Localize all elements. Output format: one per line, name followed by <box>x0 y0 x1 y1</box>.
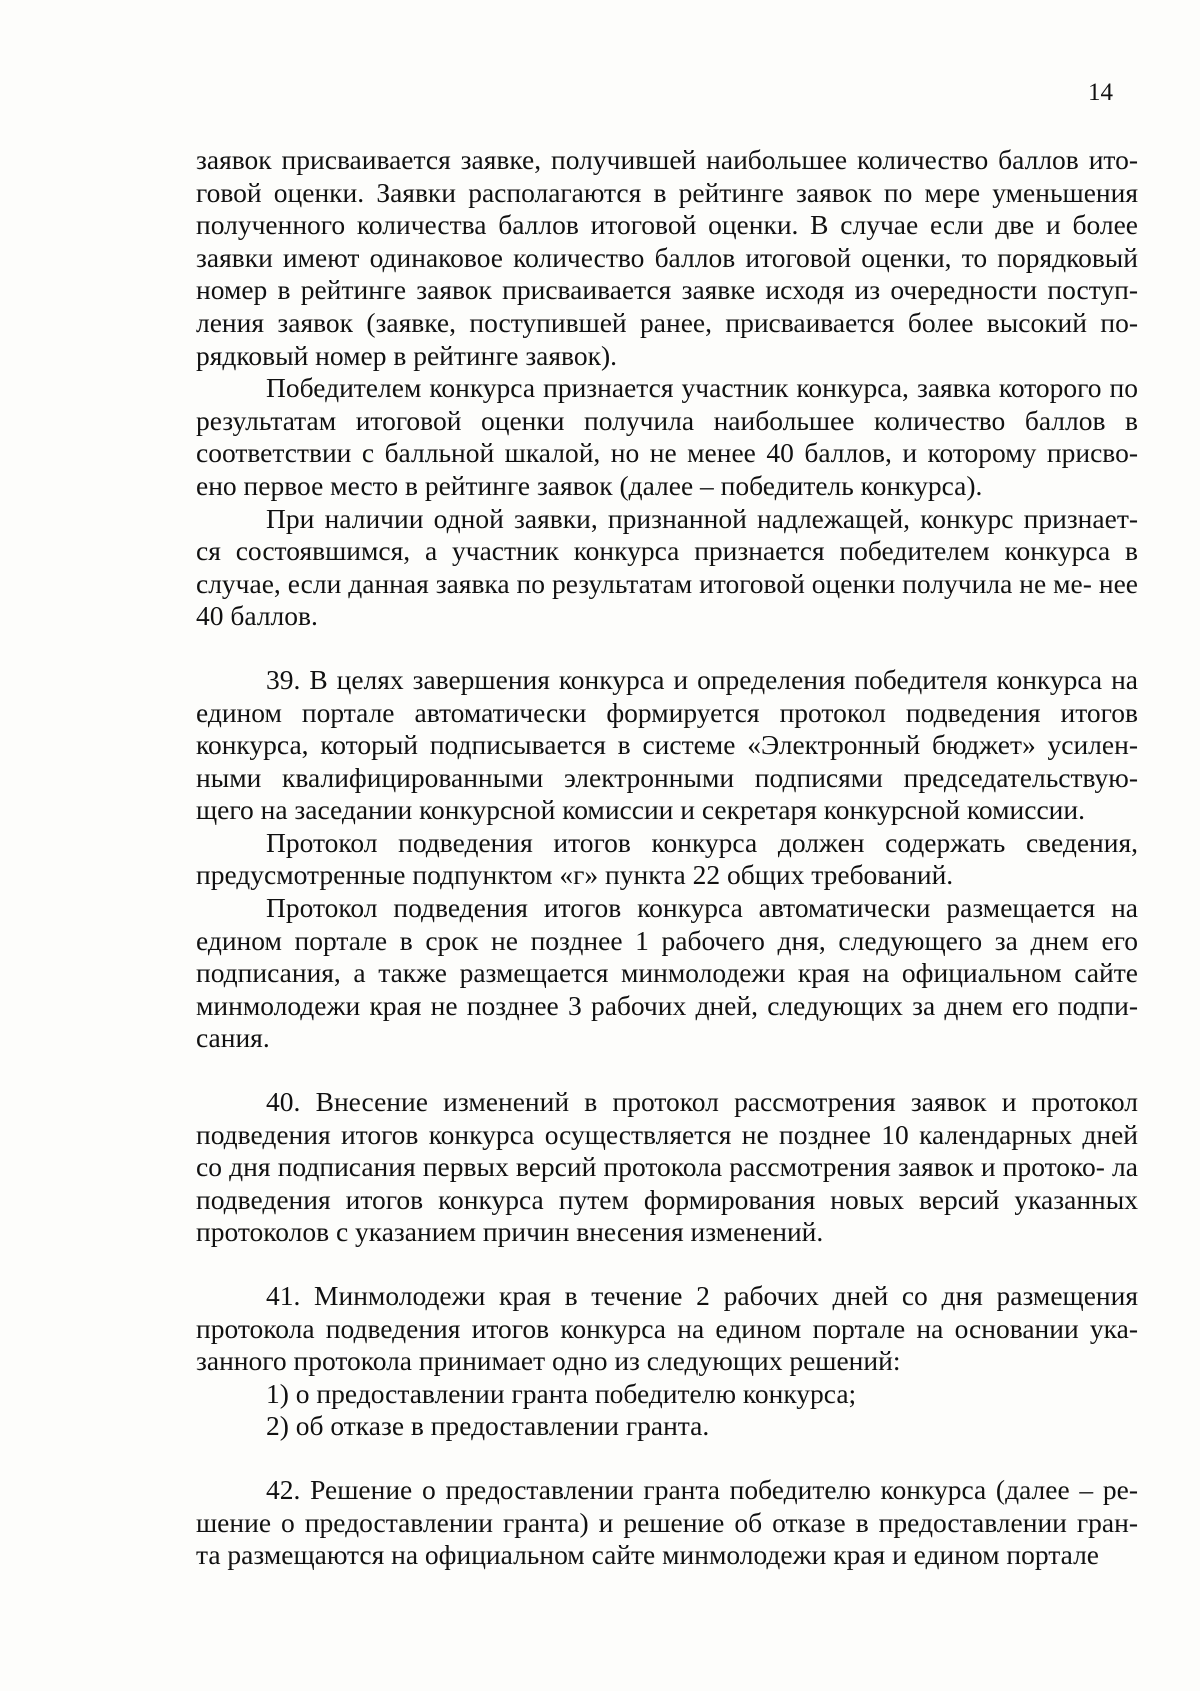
clause-39: 39. В целях завершения конкурса и определения победителя конкурса на едином портале автоматически формируется протокол подведения итогов конкурса, который подписывается в системе «Электронный бюджет» усилен- ными квалифицированными электронными подписями председательствую- щего на заседании конкурсной комиссии и секретаря конкурсной комиссии. <box>196 663 1138 826</box>
page-number: 14 <box>1088 79 1113 106</box>
paragraph-ranking-order: заявок присваивается заявке, получившей наибольшее количество баллов ито- говой оценки. Заявки располагаются в рейтинге заявок по мере уменьшения полученного количества баллов итоговой оценки. В случае если две и более заявки имеют одинаковое количество баллов итоговой оценки, то порядковый номер в рейтинге заявок присваивается заявке исходя из очередности поступ- ления заявок (заявке, поступившей ранее, присваивается более высокий по- рядковый номер в рейтинге заявок). <box>196 144 1138 371</box>
clause-41: 41. Минмолодежи края в течение 2 рабочих дней со дня размещения протокола подведения итогов конкурса на едином портале на основании ука- занного протокола принимает одно из следующих решений: <box>196 1280 1138 1377</box>
decision-option-grant: 1) о предоставлении гранта победителю конкурса; <box>266 1377 857 1409</box>
clause-42: 42. Решение о предоставлении гранта победителю конкурса (далее – ре- шение о предоставлении гранта) и решение об отказе в предоставлении гран- та размещаются на официальном сайте минмолодежи края и едином портале <box>196 1473 1138 1571</box>
paragraph-single-application: При наличии одной заявки, признанной надлежащей, конкурс признает- ся состоявшимся, а участник конкурса признается победителем конкурса в случае, если данная заявка по результатам итоговой оценки получила не ме- нее 40 баллов. <box>196 502 1138 632</box>
clause-40: 40. Внесение изменений в протокол рассмотрения заявок и протокол подведения итогов конкурса осуществляется не позднее 10 календарных дней со дня подписания первых версий протокола рассмотрения заявок и протоко- ла подведения итогов конкурса путем формирования новых версий указанных протоколов с указанием причин внесения изменений. <box>196 1086 1138 1248</box>
paragraph-winner-definition: Победителем конкурса признается участник конкурса, заявка которого по результатам итоговой оценки получила наибольшее количество баллов в соответствии с балльной шкалой, но не менее 40 баллов, и которому присво- ено первое место в рейтинге заявок (далее – победитель конкурса). <box>196 372 1138 501</box>
paragraph-protocol-publication: Протокол подведения итогов конкурса автоматически размещается на едином портале в срок не позднее 1 рабочего дня, следующего за днем его подписания, а также размещается минмолодежи края на официальном сайте минмолодежи края не позднее 3 рабочих дней, следующих за днем его подпи- сания. <box>196 892 1138 1054</box>
document-body <box>196 144 1138 1572</box>
paragraph-protocol-contents: Протокол подведения итогов конкурса должен содержать сведения, предусмотренные подпунктом «г» пункта 22 общих требований. <box>196 826 1138 891</box>
decision-option-refusal: 2) об отказе в предоставлении гранта. <box>266 1410 710 1442</box>
